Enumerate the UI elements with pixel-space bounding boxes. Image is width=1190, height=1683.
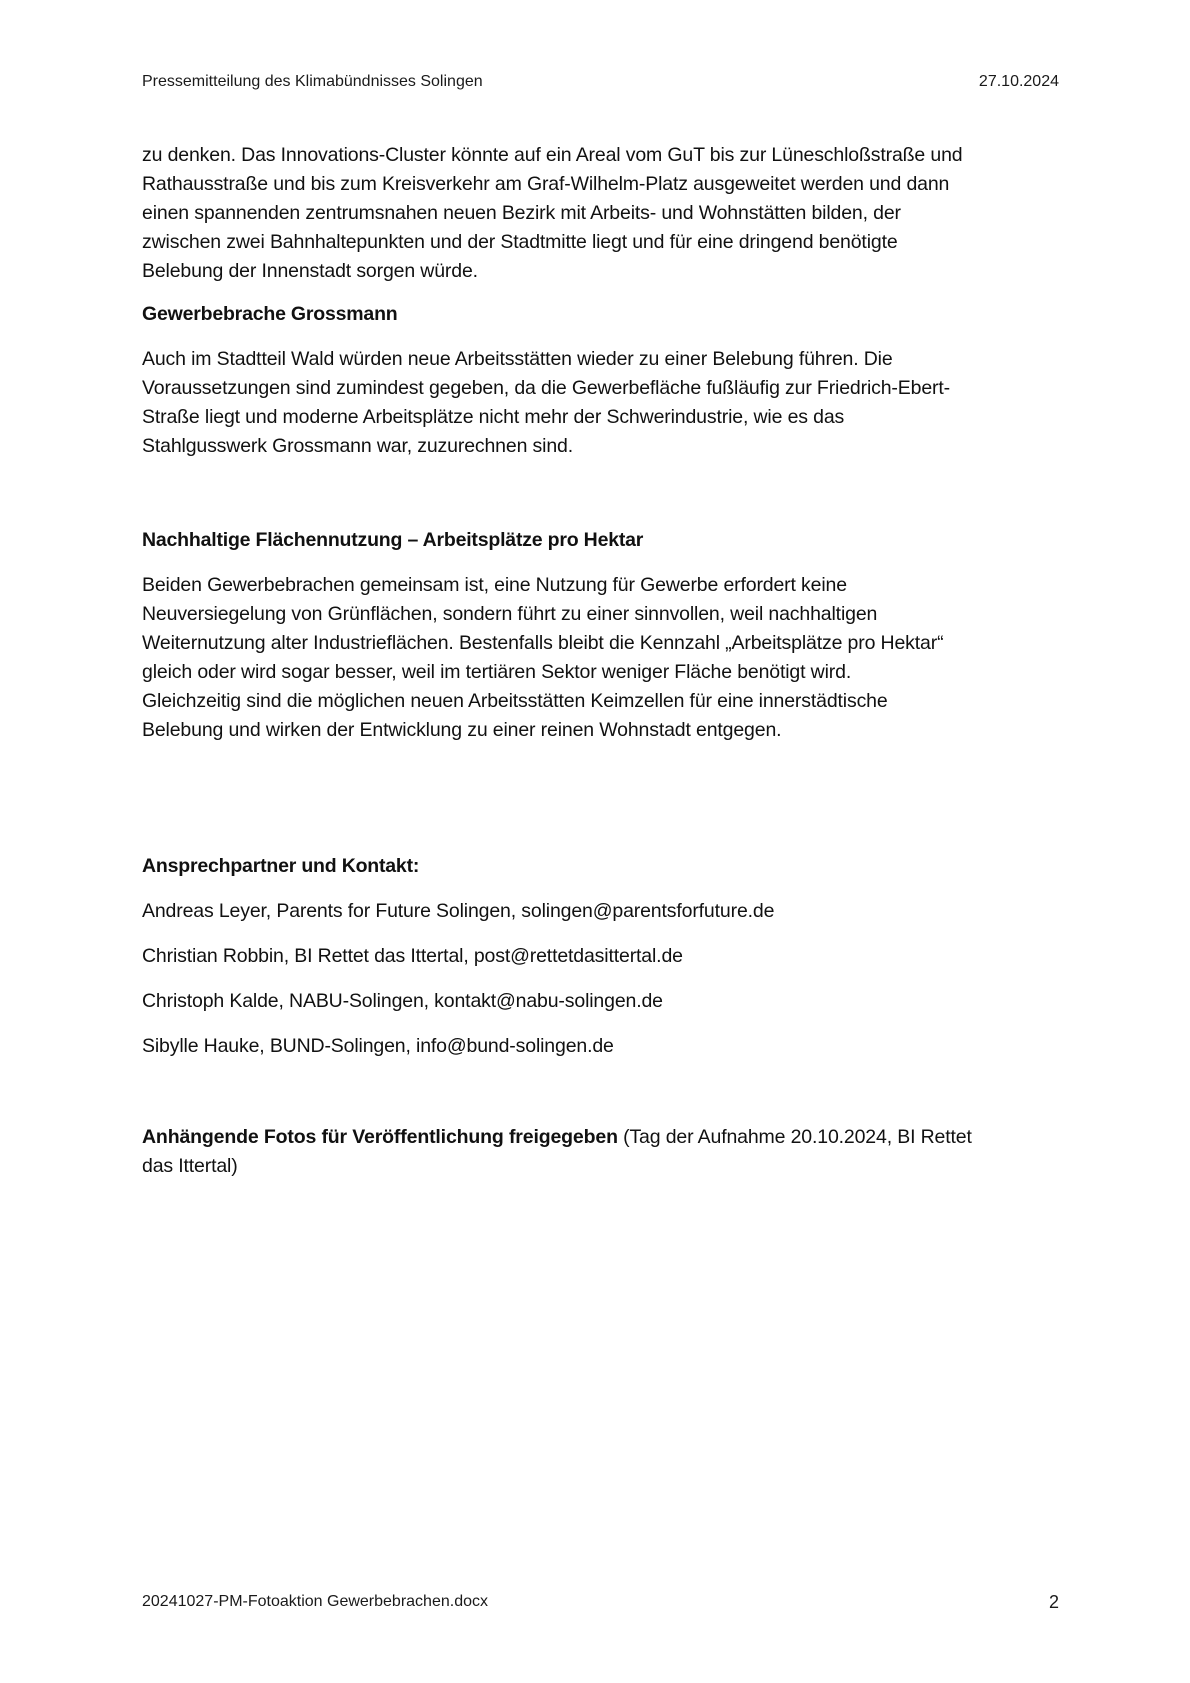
page-footer [142,1592,1059,1612]
page-number: 2 [1048,1592,1059,1612]
photos-note-rest: (Tag der Aufnahme 20.10.2024, BI Rettet [617,1126,972,1148]
contact-item: Christian Robbin, BI Rettet das Ittertal, post@rettetdasittertal.de [142,945,683,967]
text-line: einen spannenden zentrumsnahen neuen Bezirk mit Arbeits- und Wohnstätten bilden, der [142,202,901,224]
text-line: zu denken. Das Innovations-Cluster könnte auf ein Areal vom GuT bis zur Lüneschloßstraße und [142,144,963,166]
text-line: Auch im Stadtteil Wald würden neue Arbeitsstätten wieder zu einer Belebung führen. Die [142,348,893,370]
nachhaltig-paragraph [142,571,1062,745]
photos-note-line [142,1123,1062,1152]
photos-note-line-2: das Ittertal) [142,1155,238,1177]
text-line: Beiden Gewerbebrachen gemeinsam ist, eine Nutzung für Gewerbe erfordert keine [142,574,847,596]
text-line: Voraussetzungen sind zumindest gegeben, da die Gewerbefläche fußläufig zur Friedrich-Ebert- [142,377,950,399]
contact-item: Andreas Leyer, Parents for Future Solingen, solingen@parentsforfuture.de [142,900,775,922]
text-line: Neuversiegelung von Grünflächen, sondern führt zu einer sinnvollen, weil nachhaltigen [142,603,878,625]
text-line: Belebung der Innenstadt sorgen würde. [142,260,478,282]
text-line: Stahlgusswerk Grossmann war, zuzurechnen sind. [142,435,573,457]
text-line: gleich oder wird sogar besser, weil im tertiären Sektor weniger Fläche benötigt wird. [142,661,852,683]
photos-note [142,1123,1062,1181]
text-line: zwischen zwei Bahnhaltepunkten und der Stadtmitte liegt und für eine dringend benötigte [142,231,898,253]
grossmann-paragraph [142,345,1062,461]
text-line: Straße liegt und moderne Arbeitsplätze nicht mehr der Schwerindustrie, wie es das [142,406,845,428]
text-line: Gleichzeitig sind die möglichen neuen Arbeitsstätten Keimzellen für eine innerstädtische [142,690,888,712]
page-header [142,72,1059,92]
section-heading-nachhaltig: Nachhaltige Flächennutzung – Arbeitsplätze pro Hektar [142,529,644,551]
contact-item: Sibylle Hauke, BUND-Solingen, info@bund-solingen.de [142,1035,614,1057]
footer-filename: 20241027-PM-Fotoaktion Gewerbebrachen.docx [142,1593,488,1610]
text-line: Weiternutzung alter Industrieflächen. Bestenfalls bleibt die Kennzahl „Arbeitsplätze pro Hektar“ [142,632,944,654]
header-title: Pressemitteilung des Klimabündnisses Solingen [142,73,483,90]
text-line: Rathausstraße und bis zum Kreisverkehr am Graf-Wilhelm-Platz ausgeweitet werden und dann [142,173,950,195]
contacts-heading: Ansprechpartner und Kontakt: [142,855,420,877]
header-date: 27.10.2024 [978,73,1059,90]
text-line: Belebung und wirken der Entwicklung zu einer reinen Wohnstadt entgegen. [142,719,782,741]
section-heading-grossmann: Gewerbebrache Grossmann [142,303,398,325]
contact-item: Christoph Kalde, NABU-Solingen, kontakt@nabu-solingen.de [142,990,663,1012]
intro-paragraph [142,141,1062,286]
photos-note-bold: Anhängende Fotos für Veröffentlichung freigegeben [142,1126,618,1148]
